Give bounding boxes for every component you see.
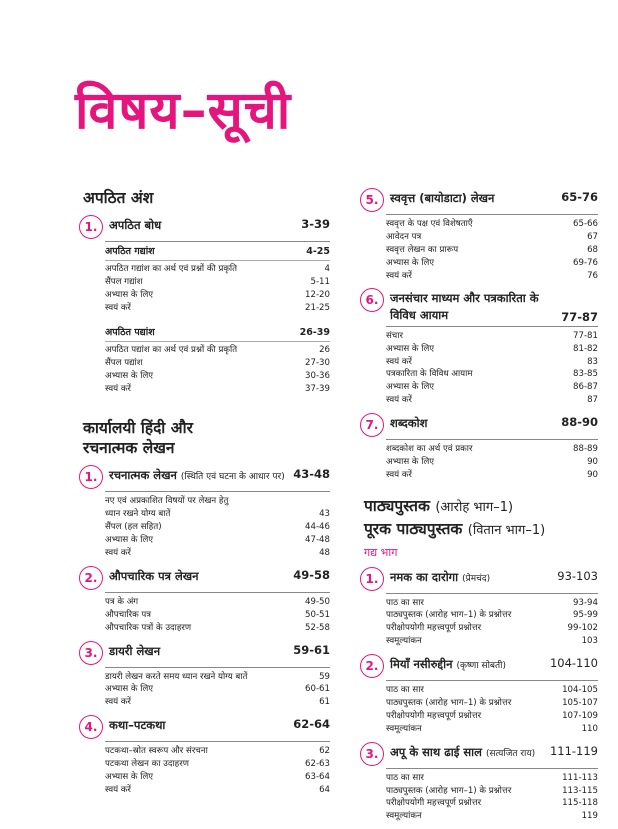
list-item: अभ्यास के लिए 47-48 (105, 535, 330, 546)
list-item: पाठ्यपुस्तक (आरोह भाग–1) के प्रश्नोत्तर 105-107 (386, 697, 598, 708)
divider (386, 768, 598, 769)
list-item: स्वमूल्यांकन 119 (386, 811, 598, 822)
chapter[interactable] (364, 413, 598, 482)
chapter-header (83, 715, 330, 739)
list-item: सैंपल गद्यांश 5-11 (105, 277, 330, 288)
divider (105, 341, 330, 342)
sub-heading (83, 326, 330, 340)
list-item: औपचारिक पत्रों के उदाहरण 52-58 (105, 622, 330, 633)
chapter-pages: 43-48 (293, 467, 330, 482)
right-column (364, 188, 598, 829)
list-item: स्वमूल्यांकन 103 (386, 636, 598, 647)
chapter[interactable] (364, 567, 598, 649)
list-item: ध्यान रखने योग्य बातें 43 (105, 509, 330, 520)
chapter-pages: 104-110 (549, 656, 598, 671)
divider (105, 667, 330, 668)
chapter-pages: 93-103 (557, 568, 598, 583)
section-heading: अपठित अंश (83, 189, 154, 207)
list-item: पत्रकारिता के विविध आयाम 83-85 (386, 369, 598, 380)
list-item: परीक्षोपयोगी महत्त्वपूर्ण प्रश्नोत्तर 107-109 (386, 710, 598, 721)
sub-heading-pages: 26-39 (299, 326, 330, 338)
divider (386, 439, 598, 440)
left-column (83, 188, 330, 803)
chapter-number-badge: 1. (79, 215, 103, 239)
chapter-pages: 3-39 (301, 216, 330, 231)
gadya-label: गद्य भाग (364, 545, 398, 559)
chapter-header (364, 288, 598, 323)
divider (105, 592, 330, 593)
list-item: परीक्षोपयोगी महत्त्वपूर्ण प्रश्नोत्तर 99-102 (386, 623, 598, 634)
list-item: अभ्यास के लिए 81-82 (386, 343, 598, 354)
divider (386, 326, 598, 327)
list-item: अभ्यास के लिए 12-20 (105, 289, 330, 300)
chapter[interactable] (364, 188, 598, 282)
list-item: संचार 77-81 (386, 330, 598, 341)
list-item: स्वयं करें 87 (386, 395, 598, 406)
book-heading: पाठ्यपुस्तक (आरोह भाग–1) (364, 496, 514, 515)
list-item: स्वयं करें 37-39 (105, 383, 330, 394)
list-item: स्ववृत्त लेखन का प्रारूप 68 (386, 244, 598, 255)
chapter-pages: 65-76 (561, 190, 598, 204)
chapter-pages: 62-64 (293, 717, 330, 732)
chapter-title: कथा–पटकथा (109, 718, 166, 733)
list-item: आवेदन पत्र 67 (386, 231, 598, 242)
list-item: स्वमूल्यांकन 110 (386, 723, 598, 734)
list-item: औपचारिक पत्र 50-51 (105, 609, 330, 620)
list-item: सैंपल पद्यांश 27-30 (105, 357, 330, 368)
divider (105, 260, 330, 261)
chapter-header (364, 567, 598, 591)
list-item: अभ्यास के लिए 86-87 (386, 382, 598, 393)
list-item: अभ्यास के लिए 69-76 (386, 257, 598, 268)
chapter[interactable] (83, 465, 330, 559)
chapter-header (83, 566, 330, 590)
chapter[interactable] (364, 288, 598, 407)
chapter-number-badge: 5. (360, 188, 384, 212)
divider (386, 214, 598, 215)
chapter-number-badge: 7. (360, 413, 384, 437)
list-item: शब्दकोश का अर्थ एवं प्रकार 88-89 (386, 444, 598, 455)
chapter-number-badge: 1. (360, 567, 384, 591)
chapter-pages: 59-61 (293, 642, 330, 657)
chapter-header (83, 641, 330, 665)
chapter[interactable] (83, 566, 330, 635)
list-item: स्वयं करें 48 (105, 547, 330, 558)
list-item: अपठित गद्यांश का अर्थ एवं प्रश्नों की प्रकृति 4 (105, 264, 330, 275)
list-item: अभ्यास के लिए 30-36 (105, 370, 330, 381)
chapter-title: औपचारिक पत्र लेखन (109, 568, 199, 583)
chapter-title: अपठित बोध (109, 217, 162, 232)
chapter-number-badge: 3. (79, 641, 103, 665)
list-item: पाठ्यपुस्तक (आरोह भाग–1) के प्रश्नोत्तर 113-115 (386, 785, 598, 796)
chapter[interactable] (83, 715, 330, 797)
list-item: पाठ्यपुस्तक (आरोह भाग–1) के प्रश्नोत्तर 95-99 (386, 610, 598, 621)
list-item: पाठ का सार 111-113 (386, 772, 598, 783)
list-item: नए एवं अप्रकाशित विषयों पर लेखन हेतु (105, 496, 229, 507)
chapter[interactable] (364, 742, 598, 824)
list-item: डायरी लेखन करते समय ध्यान रखने योग्य बातें 59 (105, 671, 330, 682)
chapter-header (364, 654, 598, 678)
sub-heading-label: अपठित गद्यांश (105, 245, 155, 257)
sub-heading-label: अपठित पद्यांश (105, 326, 155, 338)
list-item: स्वयं करें 90 (386, 469, 598, 480)
list-item: पटकथा–स्रोत स्वरूप और संरचना 62 (105, 746, 330, 757)
chapter-header (83, 465, 330, 489)
chapter-number-badge: 4. (79, 715, 103, 739)
chapter-title: नमक का दारोगा (प्रेमचंद) (390, 569, 491, 584)
list-item: स्ववृत्त के पक्ष एवं विशेषताएँ 65-66 (386, 219, 598, 229)
chapter-number-badge: 2. (79, 566, 103, 590)
book-heading: पूरक पाठ्यपुस्तक (वितान भाग–1) (364, 519, 546, 538)
chapter-number-badge: 6. (360, 288, 384, 312)
list-item: सैंपल (हल सहित) 44-46 (105, 522, 330, 533)
divider (105, 741, 330, 742)
page-title: विषय–सूची (75, 81, 292, 141)
chapter-title: स्ववृत्त (बायोडाटा) लेखन (390, 191, 495, 205)
list-item: अभ्यास के लिए 63-64 (105, 771, 330, 782)
chapter-header (364, 188, 598, 212)
chapter-pages: 88-90 (561, 415, 598, 430)
list-item: स्वयं करें 64 (105, 784, 330, 795)
list-item: स्वयं करें 83 (386, 356, 598, 367)
divider (105, 241, 330, 242)
chapter-number-badge: 3. (360, 742, 384, 766)
list-item: अपठित पद्यांश का अर्थ एवं प्रश्नों की प्रकृति 26 (105, 344, 330, 355)
list-item: पटकथा लेखन का उदाहरण 62-63 (105, 759, 330, 770)
chapter-title: मियाँ नसीरुद्दीन (कृष्णा सोबती) (390, 657, 507, 672)
divider (386, 593, 598, 594)
list-item: पत्र के अंग 49-50 (105, 596, 330, 607)
list-item: परीक्षोपयोगी महत्त्वपूर्ण प्रश्नोत्तर 115-118 (386, 798, 598, 809)
list-item: स्वयं करें 21-25 (105, 302, 330, 313)
chapter-pages: 111-119 (549, 743, 598, 758)
chapter-number-badge: 1. (79, 465, 103, 489)
divider (105, 491, 330, 492)
chapter-pages: 77-87 (561, 309, 598, 324)
list-item: अभ्यास के लिए 60-61 (105, 684, 330, 695)
chapter-header (364, 742, 598, 766)
sub-heading-pages: 4-25 (306, 245, 330, 257)
list-item: पाठ का सार 104-105 (386, 685, 598, 696)
chapter[interactable] (364, 654, 598, 736)
chapter-title: शब्दकोश (390, 416, 428, 431)
chapter[interactable] (83, 641, 330, 710)
list-item: पाठ का सार 93-94 (386, 597, 598, 608)
sub-heading (83, 245, 330, 259)
chapter-header (83, 215, 330, 239)
chapter-title: जनसंचार माध्यम और पत्रकारिता के विविध आयाम (390, 291, 539, 323)
chapter-pages: 49-58 (293, 567, 330, 582)
list-item: अभ्यास के लिए 90 (386, 457, 598, 468)
section-heading: कार्यालयी हिंदी और रचनात्मक लेखन (83, 418, 193, 458)
chapter-title: अपू के साथ ढाई साल (सत्यजित राय) (390, 744, 536, 759)
chapter-title: रचनात्मक लेखन (स्थिति एवं घटना के आधार पर) (109, 468, 285, 483)
list-item: स्वयं करें 61 (105, 697, 330, 708)
chapter-header (364, 413, 598, 437)
list-item: स्वयं करें 76 (386, 270, 598, 281)
chapter[interactable] (83, 215, 330, 396)
chapter-number-badge: 2. (360, 654, 384, 678)
chapter-title: डायरी लेखन (109, 643, 161, 658)
divider (386, 680, 598, 681)
